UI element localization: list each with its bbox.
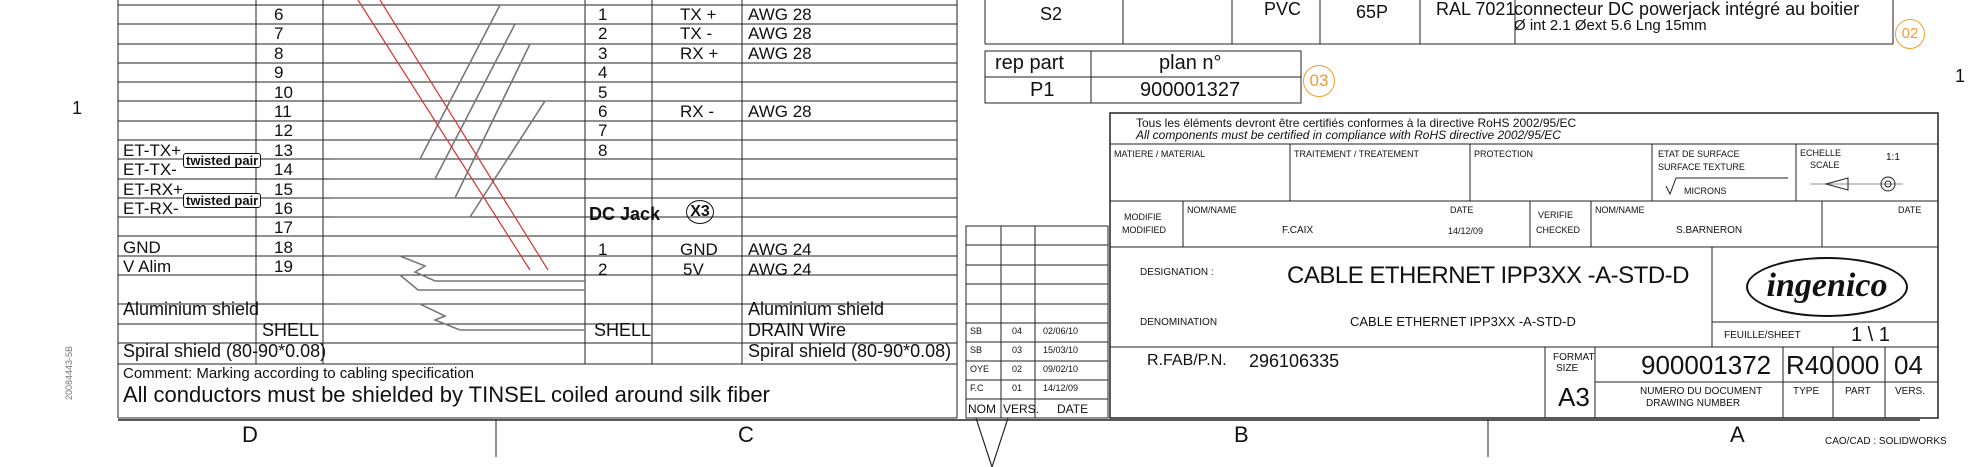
drain-wire: DRAIN Wire (748, 320, 846, 340)
rj-awg: AWG 28 (748, 102, 812, 121)
material-label: MATIERE / MATERIAL (1114, 149, 1206, 159)
rj-signal: RX - (680, 102, 714, 121)
scale-value: 1:1 (1886, 152, 1900, 163)
designation-value: CABLE ETHERNET IPP3XX -A-STD-D (1287, 262, 1689, 289)
revision-date: 02/06/10 (1043, 326, 1079, 336)
dc-awg-1: AWG 24 (748, 240, 812, 259)
rfab-label: R.FAB/P.N. (1147, 352, 1227, 369)
rohs-fr: Tous les éléments devront être certifiés conformes à la directive RoHS 2002/95/EC (1136, 116, 1577, 130)
signal-label: ET-TX- (123, 160, 177, 180)
checked-label-1: VERIFIE (1538, 210, 1574, 220)
pin-number: 19 (274, 257, 293, 277)
surface-label-1: ETAT DE SURFACE (1658, 149, 1740, 159)
s2-ref: S2 (1040, 4, 1063, 24)
revision-vers: 02 (1012, 364, 1023, 374)
twisted-pair-label-2: twisted pair (183, 193, 261, 208)
column-marker-b: B (1234, 422, 1249, 447)
pin-number: 15 (274, 179, 293, 199)
denomination-label: DENOMINATION (1140, 317, 1218, 328)
aluminium-shield-right: Aluminium shield (748, 299, 885, 319)
pin-number: 6 (274, 5, 284, 24)
drawing-number-label-2: DRAWING NUMBER (1646, 398, 1741, 409)
rohs-en: All components must be certified in compliance with RoHS directive 2002/95/EC (1136, 128, 1561, 142)
rj-pin: 4 (598, 63, 608, 83)
pin-number: 14 (274, 160, 293, 180)
column-marker-c: C (738, 422, 754, 447)
rj-signal: RX + (680, 43, 719, 63)
version-label: VERS. (1895, 386, 1926, 397)
s2-desc-2: Ø int 2.1 Øext 5.6 Lng 15mm (1514, 17, 1707, 34)
dc-jack-label: DC Jack (589, 204, 661, 224)
cad-label: CAO/CAD : SOLIDWORKS (1825, 436, 1947, 447)
s2-color: RAL 7021 (1436, 0, 1516, 19)
microns-label: MICRONS (1684, 186, 1727, 196)
pin-number: 8 (274, 43, 284, 63)
rj-pin: 3 (598, 43, 608, 63)
pin-number: 12 (274, 121, 293, 141)
type-value: R40 (1786, 350, 1834, 380)
row-marker-left: 1 (72, 98, 83, 118)
revision-date: 15/03/10 (1043, 345, 1079, 355)
surface-label-2: SURFACE TEXTURE (1658, 162, 1745, 172)
plan-no-header: plan n° (1159, 52, 1222, 74)
twisted-pair-label-1: twisted pair (183, 153, 261, 168)
signal-label: ET-RX- (123, 199, 179, 218)
dc-pin-2: 2 (598, 260, 608, 279)
s2-material: PVC (1264, 0, 1302, 19)
name-label-2: NOM/NAME (1595, 205, 1645, 215)
treatment-label: TRAITEMENT / TREATEMENT (1294, 149, 1420, 159)
rev-header-date: DATE (1057, 402, 1089, 416)
dc-jack-ref: X3 (686, 200, 714, 224)
revision-date: 09/02/10 (1043, 364, 1079, 374)
rj-pin: 5 (598, 82, 608, 102)
column-marker-a: A (1730, 422, 1745, 447)
date-label-1: DATE (1450, 205, 1474, 215)
s2-desc-1: connecteur DC powerjack intégré au boitier (1514, 0, 1860, 19)
modified-date: 14/12/09 (1448, 226, 1484, 236)
date-label-2: DATE (1898, 205, 1922, 215)
shielding-note: All conductors must be shielded by TINSEL coiled around silk fiber (123, 382, 770, 407)
dc-signal-2: 5V (683, 260, 704, 279)
checked-label-2: CHECKED (1536, 225, 1581, 235)
rj-pin: 8 (598, 140, 608, 160)
row-marker-right: 1 (1955, 66, 1966, 86)
s2-grade: 65P (1356, 2, 1389, 22)
part-label: PART (1845, 386, 1871, 397)
pin-number: 7 (274, 24, 284, 44)
pin-number: 18 (274, 237, 293, 257)
side-code: 20084443-5B (64, 345, 74, 400)
rfab-value: 296106335 (1249, 351, 1340, 371)
type-label: TYPE (1793, 386, 1820, 397)
revision-name: OYE (970, 364, 990, 374)
pin-number: 11 (274, 102, 292, 121)
plan-no-value: 900001327 (1140, 79, 1241, 101)
part-value: 000 (1836, 350, 1880, 380)
format-label-2: SIZE (1556, 363, 1579, 374)
shell-left: SHELL (262, 320, 320, 340)
revision-name: SB (970, 326, 983, 336)
rev-header-nom: NOM (968, 402, 996, 416)
rep-part-value: P1 (1030, 79, 1055, 101)
pin-number: 13 (274, 140, 293, 160)
column-marker-d: D (242, 422, 258, 447)
modified-label-1: MODIFIE (1124, 212, 1162, 222)
rj-awg: AWG 28 (748, 43, 812, 63)
scale-label-2: SCALE (1810, 160, 1840, 170)
rev-header-vers: VERS. (1003, 402, 1040, 416)
ingenico-logo: ingenico (1746, 257, 1908, 317)
document-number: 900001372 (1641, 350, 1772, 380)
rj-pin: 6 (598, 102, 608, 121)
signal-label: GND (123, 237, 161, 257)
checked-name: S.BARNERON (1676, 225, 1743, 236)
dc-signal-1: GND (680, 240, 718, 259)
rj-awg: AWG 28 (748, 5, 812, 24)
version-value: 04 (1894, 350, 1923, 380)
rj-pin: 7 (598, 121, 608, 141)
dc-pin-1: 1 (598, 240, 608, 259)
signal-label: V Alim (123, 257, 172, 277)
comment-text: Comment: Marking according to cabling specification (123, 365, 474, 382)
signal-label: ET-RX+ (123, 179, 183, 199)
revision-name: SB (970, 345, 983, 355)
shell-mid: SHELL (594, 320, 652, 340)
name-label-1: NOM/NAME (1187, 205, 1237, 215)
format-value: A3 (1558, 382, 1590, 412)
pin-number: 10 (274, 82, 293, 102)
rj-pin: 2 (598, 24, 608, 44)
revision-name: F.C (970, 383, 984, 393)
sheet-label: FEUILLE/SHEET (1724, 330, 1801, 341)
rj-pin: 1 (598, 5, 608, 24)
pin-number: 17 (274, 218, 293, 238)
dc-awg-2: AWG 24 (748, 260, 812, 279)
spiral-shield-right: Spiral shield (80-90*0.08) (748, 341, 952, 361)
rep-part-header: rep part (995, 52, 1064, 74)
aluminium-shield-left: Aluminium shield (123, 299, 260, 319)
rj-signal: TX - (680, 24, 713, 44)
spiral-shield-left: Spiral shield (80-90*0.08) (123, 341, 327, 361)
drawing-number-label-1: NUMERO DU DOCUMENT (1640, 386, 1763, 397)
designation-label: DESIGNATION : (1140, 267, 1214, 278)
rj-signal: TX + (680, 5, 717, 24)
denomination-value: CABLE ETHERNET IPP3XX -A-STD-D (1350, 314, 1576, 329)
bubble-02: 02 (1895, 19, 1925, 49)
revision-date: 14/12/09 (1043, 383, 1079, 393)
signal-label: ET-TX+ (123, 140, 182, 160)
rj-awg: AWG 28 (748, 24, 812, 44)
pin-number: 16 (274, 199, 293, 218)
revision-vers: 01 (1012, 383, 1023, 393)
modified-label-2: MODIFIED (1122, 225, 1166, 235)
bubble-03: 03 (1303, 65, 1335, 97)
pin-number: 9 (274, 63, 284, 83)
scale-label-1: ECHELLE (1800, 148, 1842, 158)
protection-label: PROTECTION (1474, 149, 1534, 159)
revision-vers: 04 (1012, 326, 1023, 336)
sheet-value: 1 \ 1 (1851, 324, 1890, 346)
revision-vers: 03 (1012, 345, 1023, 355)
modified-name: F.CAIX (1282, 225, 1314, 236)
format-label-1: FORMAT (1553, 352, 1595, 363)
